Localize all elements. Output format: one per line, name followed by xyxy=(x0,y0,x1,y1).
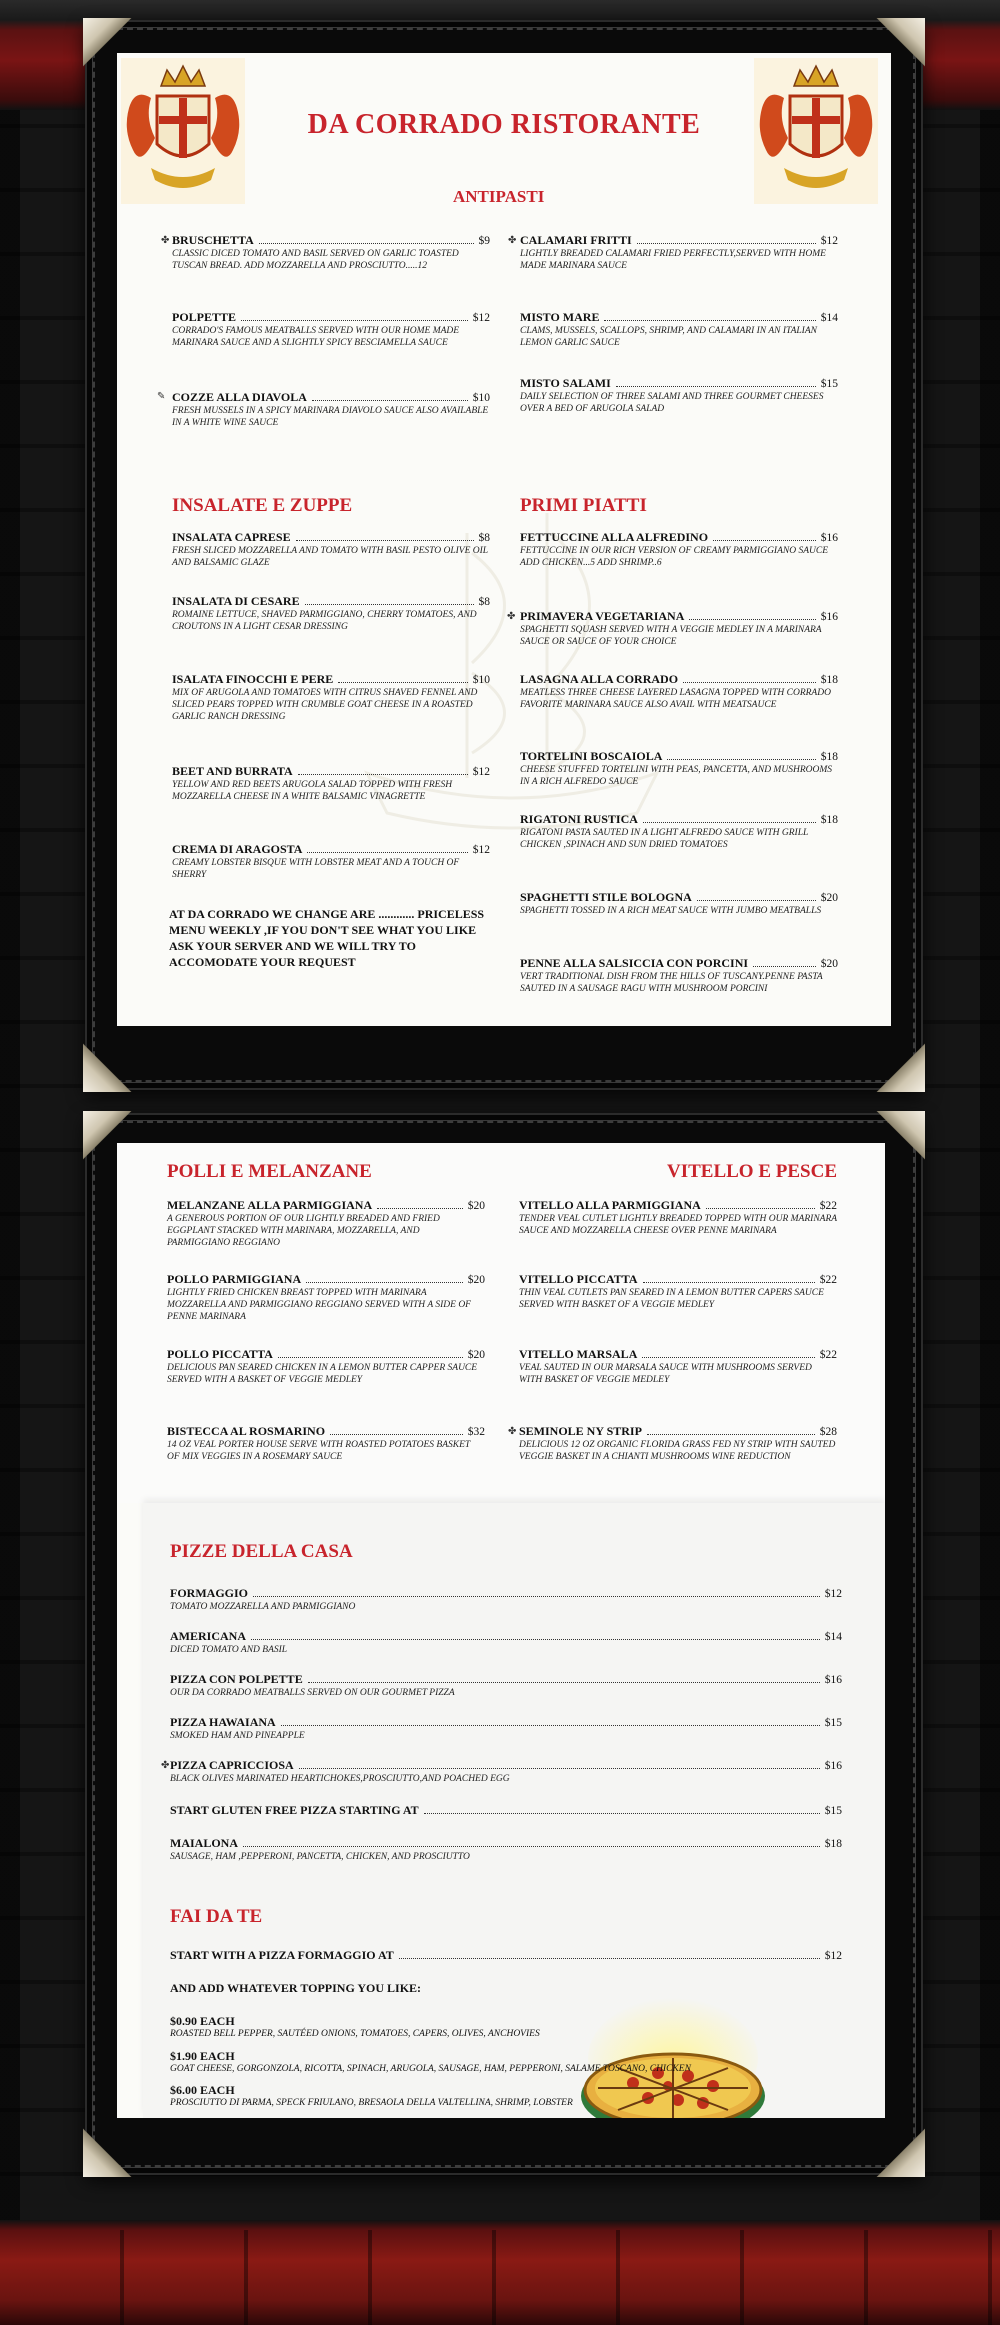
menu-item: START WITH A PIZZA FORMAGGIO AT $12 xyxy=(170,1948,842,1962)
corner-cap-icon xyxy=(873,1040,925,1092)
menu-item: POLLO PICCATTA $20 DELICIOUS PAN SEARED CHICKEN IN A LEMON BUTTER CAPPER SAUCE SERVED WITH A BASKET OF VEGGIE MEDLEY xyxy=(167,1347,485,1385)
corner-cap-icon xyxy=(83,2125,135,2177)
menu-note: AT DA CORRADO WE CHANGE ARE ............ PRICELESS MENU WEEKLY ,IF YOU DON'T SEE WHAT YOU LIKE ASK YOUR SERVER AND WE WILL TRY TO ACCOMODATE YOUR REQUEST xyxy=(169,907,485,969)
menu-item: COZZE ALLA DIAVOLA $10 FRESH MUSSELS IN A SPICY MARINARA DIAVOLO SAUCE ALSO AVAILABLE IN A WHITE WINE SAUCE xyxy=(172,390,490,428)
menu-item: MISTO MARE $14 CLAMS, MUSSELS, SCALLOPS, SHRIMP, AND CALAMARI IN AN ITALIAN LEMON GARLIC SAUCE xyxy=(520,310,838,348)
menu-item: BISTECCA AL ROSMARINO $32 14 OZ VEAL PORTER HOUSE SERVE WITH ROASTED POTATOES BASKET OF MIX VEGGIES IN A ROSEMARY SAUCE xyxy=(167,1424,485,1462)
menu-item: PIZZA CAPRICCIOSA $16 BLACK OLIVES MARINATED HEARTICHOKES,PROSCIUTTO,AND POACHED EGG xyxy=(170,1758,842,1784)
menu-item: SEMINOLE NY STRIP $28 DELICIOUS 12 OZ ORGANIC FLORIDA GRASS FED NY STRIP WITH SAUTED VEGGIE BASKET IN A CHIANTI MUSHROOMS WINE REDUCTION xyxy=(519,1424,837,1462)
menu-item: FORMAGGIO $12 TOMATO MOZZARELLA AND PARMIGGIANO xyxy=(170,1586,842,1612)
menu-item: BEET AND BURRATA $12 YELLOW AND RED BEETS ARUGOLA SALAD TOPPED WITH FRESH MOZZARELLA CHEESE IN A WHITE BALSAMIC VINAGRETTE xyxy=(172,764,490,802)
menu-item: LASAGNA ALLA CORRADO $18 MEATLESS THREE CHEESE LAYERED LASAGNA TOPPED WITH CORRADO FAVORITE MARINARA SAUCE ALSO AVAIL WITH MEATSAUCE xyxy=(520,672,838,710)
bullet-icon: ✤ xyxy=(508,235,517,246)
section-title-vitello: VITELLO E PESCE xyxy=(667,1161,837,1182)
menu-item: PENNE ALLA SALSICCIA CON PORCINI $20 VERT TRADITIONAL DISH FROM THE HILLS OF TUSCANY.PENNE PASTA SAUTED IN A SAUSAGE RAGU WITH MUSHROOM PORCINI xyxy=(520,956,838,994)
menu-item: RIGATONI RUSTICA $18 RIGATONI PASTA SAUTED IN A LIGHT ALFREDO SAUCE WITH GRILL CHICKEN ,SPINACH AND SUN DRIED TOMATOES xyxy=(520,812,838,850)
page-2-upper-sheet xyxy=(117,1143,885,1503)
menu-item: MISTO SALAMI $15 DAILY SELECTION OF THREE SALAMI AND THREE GOURMET CHEESES OVER A BED OF ARUGOLA SALAD xyxy=(520,376,838,414)
menu-item: VITELLO PICCATTA $22 THIN VEAL CUTLETS PAN SEARED IN A LEMON BUTTER CAPERS SAUCE SERVED WITH BASKET OF A VEGGIE MEDLEY xyxy=(519,1272,837,1310)
menu-item: FETTUCCINE ALLA ALFREDINO $16 FETTUCCINE IN OUR RICH VERSION OF CREAMY PARMIGGIANO SAUCE ADD CHICKEN...5 ADD SHRIMP..6 xyxy=(520,530,838,568)
bullet-icon: ✤ xyxy=(161,1760,170,1771)
menu-item: SPAGHETTI STILE BOLOGNA $20 SPAGHETTI TOSSED IN A RICH MEAT SAUCE WITH JUMBO MEATBALLS xyxy=(520,890,838,916)
menu-item: PIZZA HAWAIANA $15 SMOKED HAM AND PINEAPPLE xyxy=(170,1715,842,1741)
bullet-icon: ✤ xyxy=(508,1426,517,1437)
topping-tier: $0.90 EACH ROASTED BELL PEPPER, SAUTÉED ONIONS, TOMATOES, CAPERS, OLIVES, ANCHOVIES xyxy=(170,2014,540,2039)
restaurant-title: DA CORRADO RISTORANTE xyxy=(307,109,701,140)
menu-item: MELANZANE ALLA PARMIGGIANA $20 A GENEROUS PORTION OF OUR LIGHTLY BREADED AND FRIED EGGPLANT STACKED WITH MARINARA, MOZZARELLA, AND PARMIGGIANO REGGIANO xyxy=(167,1198,485,1248)
menu-item: VITELLO ALLA PARMIGGIANA $22 TENDER VEAL CUTLET LIGHTLY BREADED TOPPED WITH OUR MARINARA SAUCE AND MOZZARELLA CHEESE OVER PENNE MARINARA xyxy=(519,1198,837,1236)
corner-cap-icon xyxy=(83,1040,135,1092)
section-title-antipasti: ANTIPASTI xyxy=(453,187,545,206)
bullet-icon: ✎ xyxy=(157,391,166,402)
page-2-lower-sheet xyxy=(143,1503,885,2118)
section-title-insalate: INSALATE E ZUPPE xyxy=(172,495,353,516)
menu-item: PRIMAVERA VEGETARIANA $16 SPAGHETTI SQUASH SERVED WITH A VEGGIE MEDLEY IN A MARINARA SAUCE OR SAUCE OF YOUR CHOICE xyxy=(520,609,838,647)
topping-tier: $6.00 EACH PROSCIUTTO DI PARMA, SPECK FRIULANO, BRESAOLA DELLA VALTELLINA, SHRIMP, LOBSTER xyxy=(170,2083,573,2108)
menu-item: POLLO PARMIGGIANA $20 LIGHTLY FRIED CHICKEN BREAST TOPPED WITH MARINARA MOZZARELLA AND PARMIGGIANO REGGIANO SERVED WITH A SIDE OF PENNE MARINARA xyxy=(167,1272,485,1322)
menu-item: AMERICANA $14 DICED TOMATO AND BASIL xyxy=(170,1629,842,1655)
section-title-fai: FAI DA TE xyxy=(170,1906,263,1927)
corner-cap-icon xyxy=(873,2125,925,2177)
menu-item: POLPETTE $12 CORRADO'S FAMOUS MEATBALLS SERVED WITH OUR HOME MADE MARINARA SAUCE AND A SLIGHTLY SPICY BESCIAMELLA SAUCE xyxy=(172,310,490,348)
section-title-primi: PRIMI PIATTI xyxy=(520,495,647,516)
bullet-icon: ✤ xyxy=(507,611,516,622)
menu-item: BRUSCHETTA $9 CLASSIC DICED TOMATO AND BASIL SERVED ON GARLIC TOASTED TUSCAN BREAD. ADD MOZZARELLA AND PROSCIUTTO.....12 xyxy=(172,233,490,271)
menu-item: VITELLO MARSALA $22 VEAL SAUTED IN OUR MARSALA SAUCE WITH MUSHROOMS SERVED WITH BASKET OF VEGGIE MEDLEY xyxy=(519,1347,837,1385)
menu-item: START GLUTEN FREE PIZZA STARTING AT $15 xyxy=(170,1803,842,1817)
menu-item: ISALATA FINOCCHI E PERE $10 MIX OF ARUGOLA AND TOMATOES WITH CITRUS SHAVED FENNEL AND SLICED PEARS TOPPED WITH CRUMBLE GOAT CHEESE IN A ROASTED GARLIC RANCH DRESSING xyxy=(172,672,490,722)
menu-item: CREMA DI ARAGOSTA $12 CREAMY LOBSTER BISQUE WITH LOBSTER MEAT AND A TOUCH OF SHERRY xyxy=(172,842,490,880)
menu-item: PIZZA CON POLPETTE $16 OUR DA CORRADO MEATBALLS SERVED ON OUR GOURMET PIZZA xyxy=(170,1672,842,1698)
menu-item: CALAMARI FRITTI $12 LIGHTLY BREADED CALAMARI FRIED PERFECTLY,SERVED WITH HOME MADE MARINARA SAUCE xyxy=(520,233,838,271)
menu-page-2 xyxy=(117,1143,885,2118)
topping-instruction: AND ADD WHATEVER TOPPING YOU LIKE: xyxy=(170,1981,422,1995)
menu-item: INSALATA CAPRESE $8 FRESH SLICED MOZZARELLA AND TOMATO WITH BASIL PESTO OLIVE OIL AND BALSAMIC GLAZE xyxy=(172,530,490,568)
topping-tier: $1.90 EACH GOAT CHEESE, GORGONZOLA, RICOTTA, SPINACH, ARUGOLA, SAUSAGE, HAM, PEPPERONI, SALAME TOSCANO, CHICKEN xyxy=(170,2049,691,2074)
section-title-polli: POLLI E MELANZANE xyxy=(167,1161,372,1182)
background-brick-band xyxy=(0,2220,1000,2325)
menu-item: MAIALONA $18 SAUSAGE, HAM ,PEPPERONI, PANCETTA, CHICKEN, AND PROSCIUTTO xyxy=(170,1836,842,1862)
section-title-pizze: PIZZE DELLA CASA xyxy=(170,1541,353,1562)
menu-item: INSALATA DI CESARE $8 ROMAINE LETTUCE, SHAVED PARMIGGIANO, CHERRY TOMATOES, AND CROUTONS IN A LIGHT CESAR DRESSING xyxy=(172,594,490,632)
bullet-icon: ✤ xyxy=(161,235,170,246)
menu-page-1 xyxy=(117,53,891,1026)
menu-item: TORTELINI BOSCAIOLA $18 CHEESE STUFFED TORTELINI WITH PEAS, PANCETTA, AND MUSHROOMS IN A RICH ALFREDO SAUCE xyxy=(520,749,838,787)
